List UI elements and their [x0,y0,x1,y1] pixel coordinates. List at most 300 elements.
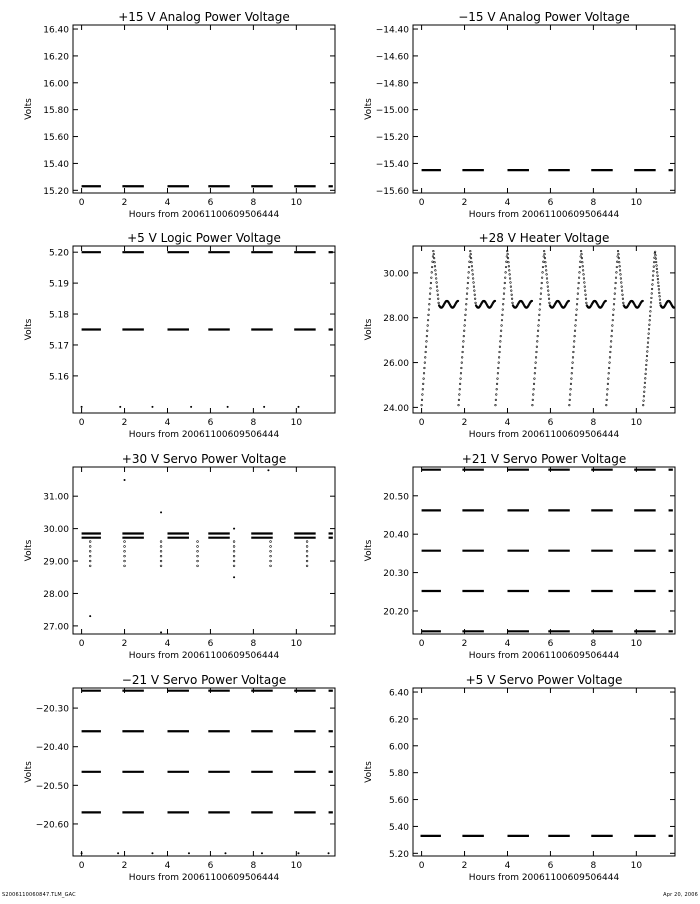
data-point [233,560,235,562]
data-point [610,351,612,353]
data-point [458,404,460,406]
data-point [605,404,607,406]
data-point [656,272,658,274]
x-tick-label: 0 [78,418,85,428]
x-tick-label: 8 [590,861,597,871]
x-tick-label: 6 [547,861,554,871]
data-point [540,298,542,300]
data-point [306,560,308,562]
data-point [615,282,617,284]
y-tick-label: −15.60 [375,186,409,197]
y-tick-label: 31.00 [43,492,69,503]
y-tick-label: 20.20 [383,607,409,618]
data-point [620,278,622,280]
data-point [642,404,644,406]
data-point [424,357,426,359]
data-point [620,274,622,276]
data-point [619,270,621,272]
data-point [297,406,299,408]
data-point [616,272,618,274]
data-point [270,546,272,548]
x-tick-label: 10 [630,198,643,208]
data-point [506,250,508,252]
y-tick-label: 15.80 [43,106,69,117]
data-point [510,286,512,288]
data-point [421,404,423,406]
data-point [469,261,471,263]
x-tick-label: 2 [461,861,468,871]
data-point [612,325,614,327]
data-point [460,372,462,374]
y-tick-label: 6.20 [388,715,409,726]
data-point [504,287,506,289]
data-point [613,309,615,311]
data-point [572,362,574,364]
data-point [536,351,538,353]
data-point [585,298,587,300]
data-point [233,528,235,530]
y-axis-label: Volts [24,761,34,783]
data-point [647,346,649,348]
data-point [584,282,586,284]
x-tick-label: 0 [418,861,425,871]
data-point [124,565,126,567]
data-point [532,399,534,401]
data-point [467,287,469,289]
data-point [538,319,540,321]
data-point [89,550,91,552]
data-point [461,357,463,359]
data-point [475,302,477,304]
data-point [427,325,429,327]
data-point [472,274,474,276]
data-point [117,852,119,854]
data-point [542,272,544,274]
data-point [658,285,660,287]
data-point [426,330,428,332]
data-point [606,394,608,396]
data-point [532,404,534,406]
data-point [618,257,620,259]
data-point [465,314,467,316]
data-point [575,325,577,327]
x-tick-label: 4 [164,861,171,871]
data-point [583,274,585,276]
data-point [576,309,578,311]
chart-title: +5 V Servo Power Voltage [465,673,623,687]
y-tick-label: 28.00 [383,314,409,325]
data-point [577,293,579,295]
data-point [124,541,126,543]
y-tick-label: −15.40 [375,159,409,170]
x-tick-label: 10 [290,861,303,871]
data-point [270,565,272,567]
data-point [463,335,465,337]
data-point [649,319,651,321]
y-tick-label: −14.60 [375,52,409,63]
data-point [644,382,646,384]
data-point [81,852,83,854]
data-point [543,256,545,258]
data-point [503,298,505,300]
data-point [582,270,584,272]
data-point [608,367,610,369]
data-point [546,274,548,276]
y-tick-label: −15.20 [375,133,409,144]
x-tick-label: 0 [418,639,425,649]
chart-title: −15 V Analog Power Voltage [458,10,630,24]
data-point [89,541,91,543]
x-axis-label: Hours from 20061100609506444 [468,430,620,440]
y-tick-label: −20.60 [35,820,69,831]
data-point [543,261,545,263]
data-point [188,852,190,854]
data-point [512,302,514,304]
data-point [540,293,542,295]
data-point [435,274,437,276]
data-point [583,278,585,280]
chart-title: +5 V Logic Power Voltage [127,231,281,245]
x-axis-label: Hours from 20061100609506444 [128,210,280,220]
data-point [573,346,575,348]
chart-title: +28 V Heater Voltage [478,231,610,245]
x-tick-label: 6 [207,198,214,208]
data-point [463,330,465,332]
data-point [621,290,623,292]
chart-panel-7 [24,673,335,883]
data-point [533,383,535,385]
data-point [651,293,653,295]
data-point [429,293,431,295]
data-point [81,406,83,408]
data-point [501,319,503,321]
data-point [579,261,581,263]
data-point [614,287,616,289]
x-tick-label: 0 [78,861,85,871]
data-point [643,400,645,402]
data-point [270,550,272,552]
data-point [89,546,91,548]
data-point [496,383,498,385]
data-point [651,288,653,290]
x-tick-label: 2 [461,418,468,428]
data-point [573,351,575,353]
x-tick-label: 6 [547,418,554,428]
data-point [645,369,647,371]
y-axis-label: Volts [24,318,34,341]
data-point [645,364,647,366]
data-point [650,302,652,304]
data-point [622,294,624,296]
x-tick-label: 4 [164,418,171,428]
data-point [431,272,433,274]
x-tick-label: 10 [290,639,303,649]
data-point [578,277,580,279]
chart-panel-1 [24,10,335,220]
data-point [495,399,497,401]
data-point [437,290,439,292]
x-tick-label: 6 [547,639,554,649]
y-tick-label: 16.00 [43,79,69,90]
data-point [498,362,500,364]
data-point [657,278,659,280]
data-point [89,615,91,617]
data-point [653,266,655,268]
data-point [197,565,199,567]
data-point [508,270,510,272]
y-tick-label: 20.40 [383,530,409,541]
data-point [422,388,424,390]
data-point [495,404,497,406]
data-point [497,372,499,374]
y-tick-label: 5.40 [388,822,409,833]
data-point [586,302,588,304]
data-point [469,250,471,252]
chart-panel-8 [364,673,675,883]
data-point [507,257,509,259]
y-axis-label: Volts [364,318,374,341]
data-point [609,357,611,359]
data-point [657,275,659,277]
data-point [572,357,574,359]
data-point [659,295,661,297]
x-tick-label: 4 [504,198,511,208]
data-point [197,550,199,552]
data-series [81,252,333,408]
data-point [502,303,504,305]
x-axis-label: Hours from 20061100609506444 [468,210,620,220]
data-point [584,290,586,292]
data-point [569,394,571,396]
x-tick-label: 2 [121,861,128,871]
data-point [233,565,235,567]
data-point [646,355,648,357]
data-point [581,257,583,259]
x-tick-label: 8 [250,861,257,871]
data-point [428,314,430,316]
data-point [508,265,510,267]
data-point [658,289,660,291]
data-point [621,286,623,288]
data-point [270,541,272,543]
data-point [579,272,581,274]
chart-title: +21 V Servo Power Voltage [461,452,627,466]
data-point [124,479,126,481]
data-point [473,286,475,288]
y-tick-label: 29.00 [43,557,69,568]
data-point [616,261,618,263]
x-tick-label: 2 [461,639,468,649]
data-point [430,287,432,289]
data-point [573,341,575,343]
x-tick-label: 4 [164,198,171,208]
y-tick-label: 5.18 [48,310,69,321]
data-series [421,250,675,406]
chart-title: −21 V Servo Power Voltage [121,673,287,687]
y-tick-label: 20.30 [383,569,409,580]
data-point [507,253,509,255]
data-point [650,311,652,313]
data-point [467,282,469,284]
data-point [505,266,507,268]
data-point [510,290,512,292]
data-point [468,266,470,268]
data-point [438,302,440,304]
data-point [544,253,546,255]
data-series [81,691,333,855]
data-point [498,367,500,369]
data-point [458,399,460,401]
y-tick-label: 5.60 [388,796,409,807]
data-point [617,250,619,252]
x-tick-label: 2 [121,418,128,428]
x-tick-label: 0 [418,198,425,208]
data-point [160,631,162,633]
data-point [502,314,504,316]
data-point [474,290,476,292]
data-point [644,386,646,388]
y-tick-label: 6.40 [388,688,409,699]
data-point [119,406,121,408]
y-tick-label: 5.16 [48,372,69,383]
data-point [473,282,475,284]
data-point [428,303,430,305]
y-tick-label: 15.40 [43,159,69,170]
y-axis-label: Volts [364,539,374,562]
data-series [422,470,673,632]
data-point [537,330,539,332]
y-tick-label: 5.80 [388,769,409,780]
x-tick-label: 8 [250,198,257,208]
data-point [160,560,162,562]
data-point [615,277,617,279]
data-point [582,261,584,263]
data-point [427,319,429,321]
data-point [474,298,476,300]
data-point [462,346,464,348]
data-point [609,362,611,364]
data-point [472,270,474,272]
data-point [504,282,506,284]
data-point [433,250,435,252]
data-point [270,555,272,557]
data-point [608,378,610,380]
data-point [544,257,546,259]
data-point [496,388,498,390]
data-point [504,277,506,279]
chart-title: +30 V Servo Power Voltage [121,452,287,466]
y-tick-label: −15.00 [375,106,409,117]
data-point [612,314,614,316]
data-point [434,265,436,267]
data-point [617,256,619,258]
data-point [541,277,543,279]
data-point [430,282,432,284]
data-point [425,351,427,353]
data-point [619,265,621,267]
y-tick-label: 15.20 [43,186,69,197]
data-point [545,261,547,263]
data-point [431,277,433,279]
data-point [536,341,538,343]
data-point [500,330,502,332]
data-point [423,378,425,380]
data-point [532,394,534,396]
data-point [435,278,437,280]
y-tick-label: 5.17 [48,341,69,352]
data-point [151,406,153,408]
data-point [89,555,91,557]
data-point [650,306,652,308]
data-point [610,341,612,343]
data-point [547,282,549,284]
data-point [648,333,650,335]
y-tick-label: 26.00 [383,359,409,370]
data-point [467,277,469,279]
data-point [571,367,573,369]
chart-panel-6 [364,452,675,661]
data-point [505,272,507,274]
data-point [425,346,427,348]
x-tick-label: 2 [461,198,468,208]
data-point [267,469,269,471]
data-point [227,406,229,408]
plot-frame [413,25,675,193]
data-point [643,395,645,397]
data-point [461,367,463,369]
data-point [539,309,541,311]
data-point [548,298,550,300]
data-point [541,287,543,289]
data-point [542,266,544,268]
data-point [655,258,657,260]
footer-date: Apr 20, 2006 [663,892,698,898]
data-point [611,330,613,332]
data-point [548,294,550,296]
data-point [233,576,235,578]
data-point [610,346,612,348]
data-point [436,286,438,288]
data-point [534,372,536,374]
data-point [578,282,580,284]
data-point [571,378,573,380]
data-point [574,330,576,332]
data-point [466,293,468,295]
data-point [263,406,265,408]
data-point [160,565,162,567]
data-point [534,378,536,380]
data-point [538,325,540,327]
data-point [647,351,649,353]
data-point [435,270,437,272]
data-point [511,294,513,296]
data-point [306,546,308,548]
data-point [471,265,473,267]
data-point [437,294,439,296]
data-point [509,274,511,276]
y-tick-label: 30.00 [43,525,69,536]
data-point [577,287,579,289]
y-axis-label: Volts [364,761,374,783]
data-point [580,256,582,258]
x-tick-label: 8 [250,639,257,649]
data-point [437,298,439,300]
data-point [608,372,610,374]
x-axis-label: Hours from 20061100609506444 [468,651,620,661]
x-tick-label: 8 [590,418,597,428]
data-point [233,555,235,557]
data-point [508,261,510,263]
